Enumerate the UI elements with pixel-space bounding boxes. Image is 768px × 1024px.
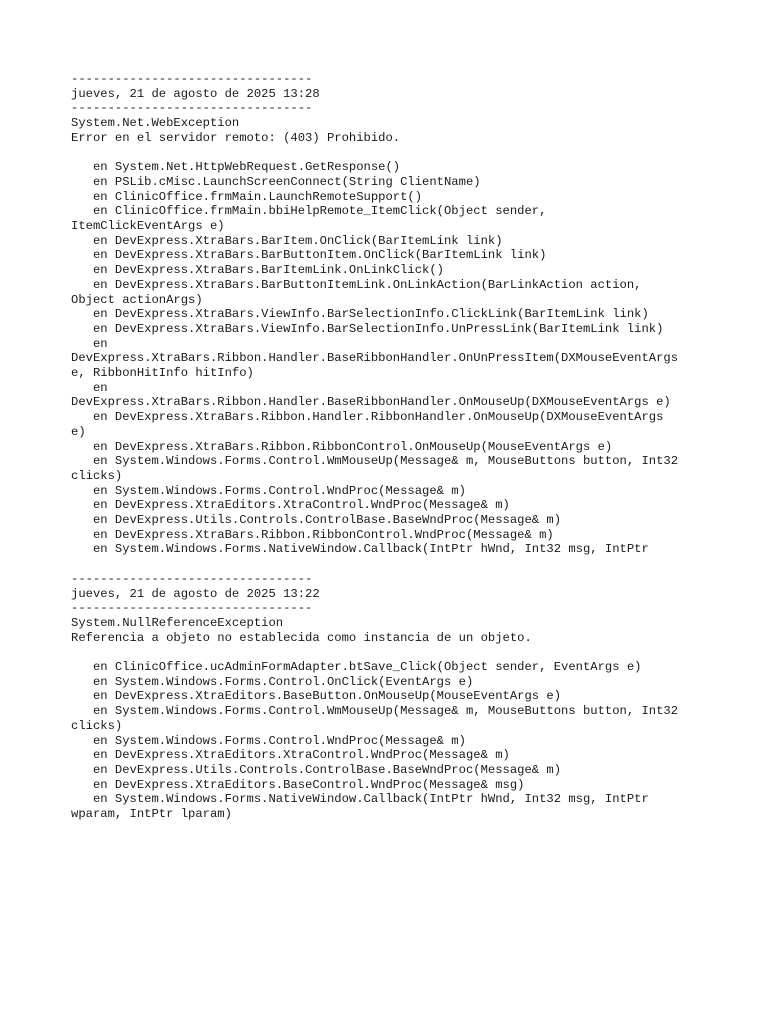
stack-line: en System.Windows.Forms.NativeWindow.Callback(IntPtr hWnd, Int32 msg, IntPtr	[71, 542, 649, 557]
stack-line: en DevExpress.XtraBars.BarButtonItem.OnClick(BarItemLink link)	[71, 248, 547, 263]
blank-line	[71, 146, 711, 161]
stack-line: Object actionArgs)	[71, 292, 203, 307]
stack-line: DevExpress.XtraBars.Ribbon.Handler.BaseRibbonHandler.OnMouseUp(DXMouseEventArgs e)	[71, 395, 671, 410]
stack-line: wparam, IntPtr lparam)	[71, 807, 232, 822]
stack-line: en DevExpress.XtraBars.Ribbon.Handler.RibbonHandler.OnMouseUp(DXMouseEventArgs	[71, 410, 664, 425]
separator-line: ---------------------------------	[71, 101, 313, 116]
stack-line: en DevExpress.XtraEditors.BaseButton.OnMouseUp(MouseEventArgs e)	[71, 689, 562, 704]
stack-line: clicks)	[71, 718, 123, 733]
separator-line: ---------------------------------	[71, 72, 313, 86]
stack-line: en DevExpress.XtraEditors.XtraControl.WndProc(Message& m)	[71, 498, 510, 513]
stack-line: e, RibbonHitInfo hitInfo)	[71, 366, 254, 381]
exception-type: System.Net.WebException	[71, 116, 240, 131]
stack-line: en PSLib.cMisc.LaunchScreenConnect(String ClientName)	[71, 174, 481, 189]
stack-line: en DevExpress.XtraBars.Ribbon.RibbonControl.OnMouseUp(MouseEventArgs e)	[71, 439, 613, 454]
stack-line: ItemClickEventArgs e)	[71, 219, 225, 234]
entry-date: jueves, 21 de agosto de 2025 13:22	[71, 586, 320, 601]
blank-line	[71, 557, 711, 572]
stack-line: en DevExpress.XtraBars.BarButtonItemLink.OnLinkAction(BarLinkAction action,	[71, 277, 642, 292]
log-entry-nullreferenceexception	[71, 572, 711, 822]
exception-message: Referencia a objeto no establecida como instancia de un objeto.	[71, 630, 532, 645]
stack-line: en DevExpress.XtraBars.BarItem.OnClick(BarItemLink link)	[71, 233, 503, 248]
stack-line: en ClinicOffice.frmMain.bbiHelpRemote_ItemClick(Object sender,	[71, 204, 547, 219]
stack-trace	[71, 660, 711, 822]
stack-line: en DevExpress.XtraBars.ViewInfo.BarSelectionInfo.UnPressLink(BarItemLink link)	[71, 321, 664, 336]
stack-line: clicks)	[71, 468, 123, 483]
stack-line: en DevExpress.XtraBars.Ribbon.RibbonControl.WndProc(Message& m)	[71, 527, 554, 542]
stack-line: en DevExpress.XtraBars.ViewInfo.BarSelectionInfo.ClickLink(BarItemLink link)	[71, 307, 649, 322]
log-entry-webexception	[71, 72, 711, 572]
stack-line: en	[71, 380, 108, 395]
exception-message: Error en el servidor remoto: (403) Prohibido.	[71, 130, 401, 145]
stack-line: en DevExpress.Utils.Controls.ControlBase.BaseWndProc(Message& m)	[71, 763, 562, 777]
stack-line: en System.Windows.Forms.NativeWindow.Callback(IntPtr hWnd, Int32 msg, IntPtr	[71, 792, 649, 807]
stack-line: en DevExpress.XtraBars.BarItemLink.OnLinkClick()	[71, 263, 444, 278]
stack-line: en System.Windows.Forms.Control.WmMouseUp(Message& m, MouseButtons button, Int32	[71, 704, 679, 719]
exception-type: System.NullReferenceException	[71, 615, 284, 630]
separator-line: ---------------------------------	[71, 571, 313, 586]
error-log-document	[71, 72, 711, 822]
stack-line: en System.Windows.Forms.Control.WmMouseUp(Message& m, MouseButtons button, Int32	[71, 454, 679, 469]
entry-date: jueves, 21 de agosto de 2025 13:28	[71, 86, 320, 101]
stack-line: en DevExpress.XtraEditors.BaseControl.WndProc(Message& msg)	[71, 777, 525, 792]
stack-line: DevExpress.XtraBars.Ribbon.Handler.BaseRibbonHandler.OnUnPressItem(DXMouseEventArgs	[71, 351, 679, 366]
stack-line: e)	[71, 424, 86, 439]
stack-line: en DevExpress.Utils.Controls.ControlBase.BaseWndProc(Message& m)	[71, 513, 562, 528]
stack-line: en	[71, 336, 108, 351]
blank-line	[71, 645, 711, 660]
stack-line: en System.Windows.Forms.Control.OnClick(EventArgs e)	[71, 674, 474, 689]
separator-line: ---------------------------------	[71, 601, 313, 616]
stack-line: en ClinicOffice.frmMain.LaunchRemoteSupport()	[71, 189, 423, 204]
stack-line: en System.Net.HttpWebRequest.GetResponse()	[71, 160, 401, 175]
stack-line: en DevExpress.XtraEditors.XtraControl.WndProc(Message& m)	[71, 748, 510, 763]
stack-trace	[71, 160, 711, 557]
stack-line: en System.Windows.Forms.Control.WndProc(Message& m)	[71, 483, 466, 498]
stack-line: en ClinicOffice.ucAdminFormAdapter.btSave_Click(Object sender, EventArgs e)	[71, 660, 642, 675]
stack-line: en System.Windows.Forms.Control.WndProc(Message& m)	[71, 733, 466, 748]
